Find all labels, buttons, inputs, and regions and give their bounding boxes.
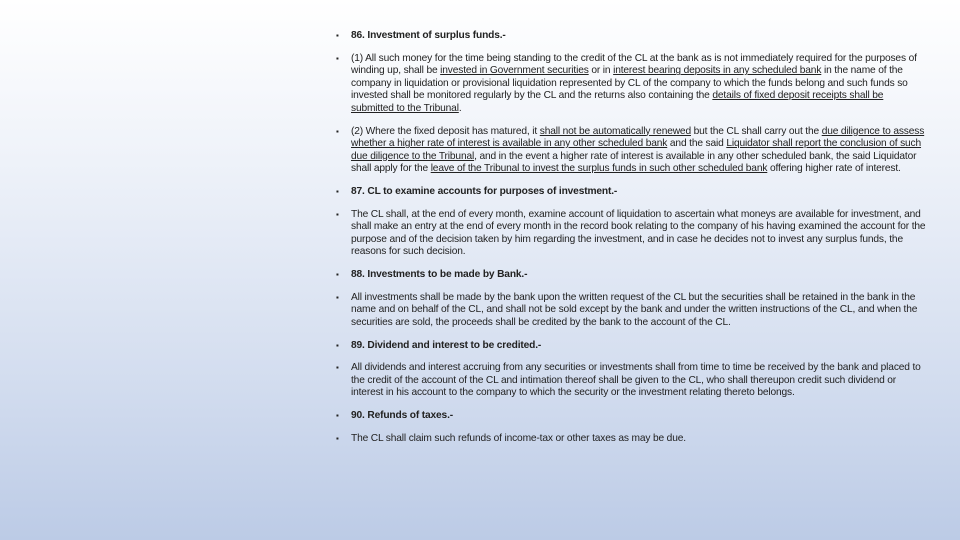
bullet-icon: ▪ bbox=[336, 186, 339, 196]
text-segment: 87. CL to examine accounts for purposes of investment.- bbox=[351, 185, 618, 197]
bullet-list bbox=[336, 30, 928, 456]
text-segment: 88. Investments to be made by Bank.- bbox=[351, 268, 528, 280]
bullet-icon: ▪ bbox=[336, 53, 339, 63]
bullet-icon: ▪ bbox=[336, 363, 339, 373]
text-segment: , and in the event a higher rate of interest is available in any other scheduled bank, the said Liquidator shall apply for the bbox=[351, 150, 917, 175]
text-segment: (1) All such money for the time being standing to the credit of the CL at the bank as is not immediately required for the purposes of winding up, shall be bbox=[351, 52, 917, 77]
text-segment: but the CL shall carry out the bbox=[690, 125, 822, 137]
section-paragraph bbox=[336, 53, 928, 116]
section-paragraph bbox=[336, 433, 928, 446]
bullet-icon: ▪ bbox=[336, 269, 339, 279]
underlined-text: interest bearing deposits in any scheduled bank bbox=[613, 65, 822, 77]
underlined-text: shall not be automatically renewed bbox=[539, 125, 691, 137]
text-segment: All dividends and interest accruing from any securities or investments shall from time to time be received by the bank and placed to the credit of the account of the CL and intimation thereof shall be given to the CL, who shall thereupon credit such dividend or interest in his account to the company to which the security or the investment relating thereto belongs. bbox=[351, 362, 921, 399]
bullet-icon: ▪ bbox=[336, 340, 339, 350]
text-segment: . bbox=[458, 102, 462, 114]
text-segment: offering higher rate of interest. bbox=[767, 163, 901, 175]
section-paragraph bbox=[336, 362, 928, 400]
underlined-text: invested in Government securities bbox=[440, 65, 589, 77]
bullet-icon: ▪ bbox=[336, 126, 339, 136]
text-segment: 89. Dividend and interest to be credited.- bbox=[351, 339, 542, 351]
underlined-text: Liquidator shall report the conclusion of such due diligence to the Tribunal bbox=[351, 138, 922, 162]
text-segment: in the name of the company in liquidation or provisional liquidation represented by CL of the company to which the funds belong and such funds so invested shall be monitored regularly by the CL and the returns also containing the bbox=[351, 65, 908, 102]
text-segment: or in bbox=[588, 65, 614, 77]
section-heading bbox=[336, 186, 928, 199]
bullet-icon: ▪ bbox=[336, 292, 339, 302]
section-heading bbox=[336, 30, 928, 43]
text-segment: All investments shall be made by the bank upon the written request of the CL but the securities shall be retained in the bank in the name and on behalf of the CL, and shall not be sold except by the bank and under the written instructions of the CL, and when the securities are sold, the proceeds shall be credited by the bank to the account of the CL. bbox=[351, 291, 918, 328]
section-heading bbox=[336, 410, 928, 423]
section-paragraph bbox=[336, 126, 928, 176]
bullet-icon: ▪ bbox=[336, 433, 339, 443]
text-segment: The CL shall, at the end of every month, examine account of liquidation to ascertain what moneys are available for investment, and shall make an entry at the end of every month in the record book relating to the company of his having examined the account for the purpose and of the decision taken by him regarding the investment, and in case he decides not to invest any surplus funds, the reasons for such decision. bbox=[351, 208, 926, 258]
bullet-icon: ▪ bbox=[336, 209, 339, 219]
text-segment: and the said bbox=[667, 138, 727, 150]
underlined-text: details of fixed deposit receipts shall be submitted to the Tribunal bbox=[351, 90, 884, 114]
section-paragraph bbox=[336, 209, 928, 259]
section-paragraph bbox=[336, 292, 928, 330]
bullet-icon: ▪ bbox=[336, 411, 339, 421]
section-heading bbox=[336, 340, 928, 353]
text-segment: 90. Refunds of taxes.- bbox=[351, 410, 453, 422]
text-segment: (2) Where the fixed deposit has matured, it bbox=[351, 125, 540, 137]
bullet-icon: ▪ bbox=[336, 31, 339, 40]
underlined-text: leave of the Tribunal to invest the surplus funds in such other scheduled bank bbox=[430, 163, 768, 175]
underlined-text: due diligence to assess whether a higher rate of interest is available in any other scheduled bank bbox=[351, 125, 925, 150]
section-heading bbox=[336, 269, 928, 282]
text-segment: 86. Investment of surplus funds.- bbox=[351, 30, 506, 41]
text-segment: The CL shall claim such refunds of income-tax or other taxes as may be due. bbox=[351, 432, 686, 444]
